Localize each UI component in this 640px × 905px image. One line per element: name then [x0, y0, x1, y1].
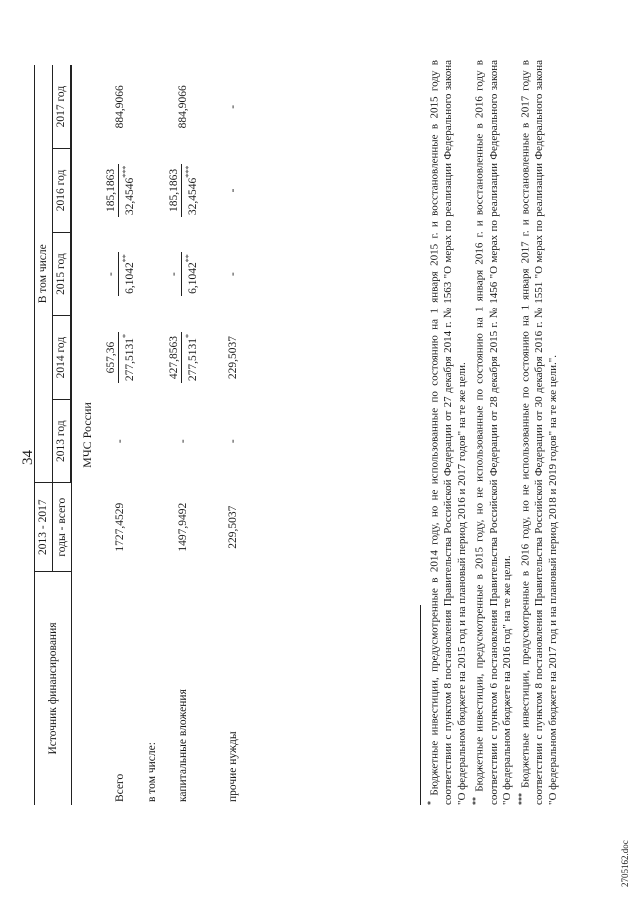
header-row — [35, 65, 53, 805]
footnote-mark: *** — [516, 793, 526, 805]
financing-table — [34, 65, 240, 805]
row-label: капитальные вложения — [177, 689, 190, 802]
fraction-bottom: 277,5131* — [183, 334, 199, 382]
footnote-text: Бюджетные инвестиции, предусмотренные в 2016 году, но не использованные по состоянию на 1 января 2017 г. и восстановленные в 2017 году в соответствии с пунктом 8 постановления Правительства Российской Федерации от 30 декабря 2016 г. № 1551 "О мерах по реализации Федерального закона "О федеральном бюджете на 2017 год и на плановый период 2018 и 2019 годов" на те же цели.". — [519, 59, 559, 805]
header-year: 2014 год — [53, 316, 71, 400]
footnote-mark: ** — [471, 797, 481, 805]
row-2015 — [104, 232, 137, 316]
row-2013: - — [177, 439, 190, 444]
footnote-mark: * — [121, 334, 130, 339]
agency-row — [72, 65, 105, 805]
document-code: 2705162.doc — [620, 840, 630, 887]
fraction-value — [104, 252, 137, 296]
footnote-text: Бюджетные инвестиции, предусмотренные в 2014 году, но не использованные по состоянию на 1 января 2015 г. и восстановленные в 2015 году в соответствии с пунктом 8 постановления Правительства Российской Федерации от 27 декабря 2014 г. № 1563 "О мерах по реализации Федерального закона "О федеральном бюджете на 2015 год и на плановый период 2016 и 2017 годов" на те же цели. — [428, 60, 468, 805]
row-2014 — [104, 316, 137, 400]
row-total: 229,5037 — [226, 505, 239, 549]
footnote-mark: *** — [183, 165, 193, 178]
fraction-bottom: 6,1042** — [183, 254, 199, 294]
row-label: Всего — [114, 773, 127, 802]
header-year: 2013 год — [53, 399, 71, 483]
header-total-bottom: годы - всего — [53, 483, 72, 572]
row-2017: 884,9066 — [177, 85, 190, 129]
footnote — [424, 60, 469, 805]
header-total-top: 2013 - 2017 — [35, 483, 53, 572]
row-total: 1497,9492 — [177, 502, 190, 552]
fraction-top: 185,1863 — [167, 164, 182, 217]
row-2016 — [104, 149, 137, 233]
row-2017: - — [226, 104, 239, 109]
fraction-bottom: 32,4546*** — [121, 165, 136, 216]
table-row — [145, 65, 159, 805]
footnote — [515, 60, 560, 805]
fraction-top: 185,1863 — [104, 164, 119, 217]
agency-name: МЧС России — [80, 402, 94, 468]
footnotes — [424, 60, 560, 805]
row-2016: - — [226, 188, 239, 193]
row-2016 — [167, 149, 200, 233]
fraction-top: 657,36 — [104, 332, 119, 383]
fraction-value — [167, 332, 200, 383]
header-in-that-number: В том числе — [35, 65, 53, 483]
row-total: 1727,4529 — [114, 502, 127, 552]
row-2014 — [167, 316, 200, 400]
footnote-mark: * — [426, 801, 435, 805]
footnote — [469, 60, 514, 805]
row-2014: 229,5037 — [226, 336, 239, 380]
fraction-value — [167, 252, 200, 296]
fraction-bottom: 277,5131* — [121, 334, 136, 382]
fraction-value — [167, 164, 200, 217]
fraction-top: 427,8563 — [167, 332, 182, 383]
row-label: в том числе: — [145, 742, 158, 802]
fraction-top: - — [167, 252, 182, 296]
footnote-text: Бюджетные инвестиции, предусмотренные в 2015 году, но не использованные по состоянию на 1 января 2016 г. и восстановленные в 2016 году в соответствии с пунктом 6 постановления Правительства Российской Федерации от 28 декабря 2015 г. № 1456 "О мерах по реализации Федерального закона "О федеральном бюджете на 2016 год" на те же цели. — [474, 60, 514, 805]
table-row — [167, 65, 200, 805]
row-2015: - — [226, 272, 239, 276]
footnote-mark: *** — [121, 165, 130, 178]
header-source: Источник финансирования — [35, 571, 72, 805]
fraction-bottom: 6,1042** — [121, 254, 136, 294]
table-row — [226, 65, 240, 805]
fraction-bottom: 32,4546*** — [183, 165, 199, 216]
fraction-value — [104, 164, 137, 217]
header-year: 2016 год — [53, 149, 71, 233]
row-2013: - — [226, 439, 239, 444]
header-year: 2015 год — [53, 232, 71, 316]
row-2015 — [167, 232, 200, 316]
header-year: 2017 год — [53, 65, 71, 149]
row-2013: - — [114, 439, 127, 444]
table-row — [104, 65, 137, 805]
footnote-divider — [420, 605, 421, 805]
page-number: 34 — [20, 450, 36, 465]
footnote-mark: ** — [121, 254, 130, 263]
fraction-top: - — [104, 252, 119, 296]
footnote-mark: ** — [183, 254, 193, 263]
row-2017: 884,9066 — [114, 85, 127, 129]
row-label: прочие нужды — [226, 731, 239, 802]
fraction-value — [104, 332, 137, 383]
footnote-mark: * — [183, 334, 193, 339]
